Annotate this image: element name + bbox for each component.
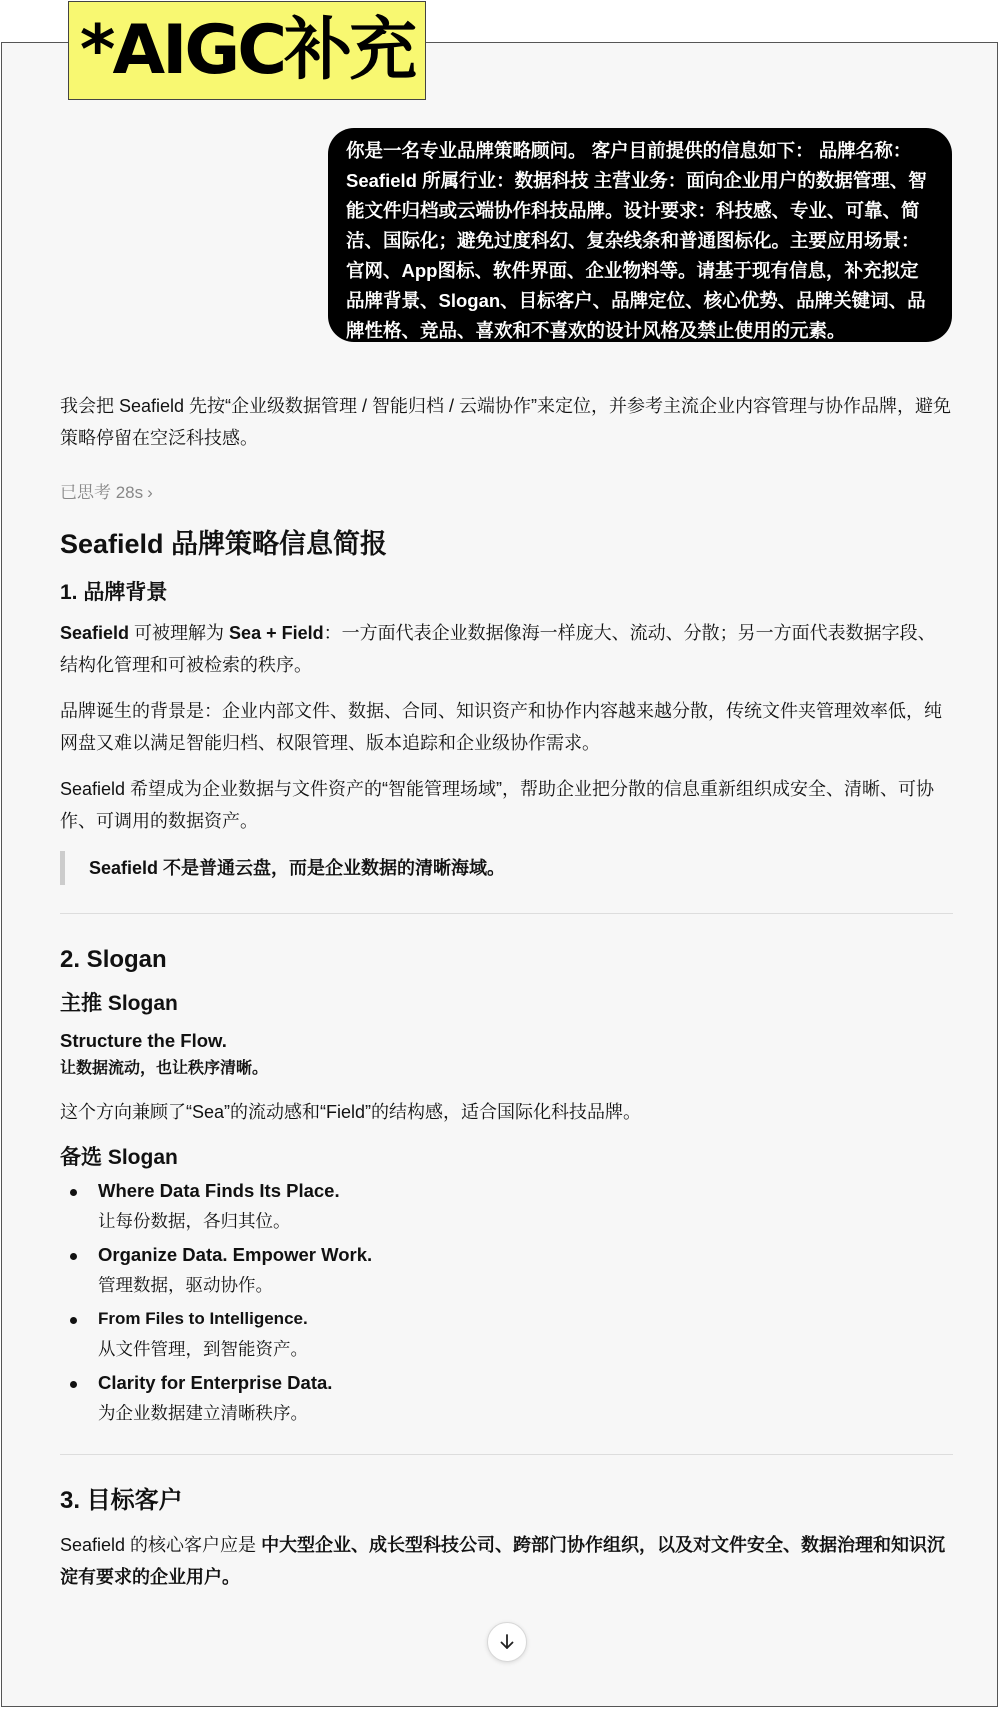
divider [60, 1454, 953, 1455]
alt-slogan-en: Clarity for Enterprise Data. [98, 1372, 333, 1393]
background-paragraph-3: Seafield 希望成为企业数据与文件资产的“智能管理场域”，帮助企业把分散的信息重新组织成安全、清晰、可协作、可调用的数据资产。 [60, 779, 935, 831]
list-item [60, 1368, 953, 1428]
bullet-icon [70, 1253, 77, 1260]
thinking-label: 已思考 28s [60, 483, 144, 502]
alt-slogan-heading: 备选 Slogan [60, 1146, 178, 1169]
main-slogan-zh: 让数据流动，也让秩序清晰。 [60, 1060, 269, 1077]
arrow-down-icon [498, 1633, 516, 1651]
main-slogan-en: Structure the Flow. [60, 1030, 227, 1051]
section-heading-background: 1. 品牌背景 [60, 581, 168, 604]
text: Seafield 的核心客户应是 [60, 1535, 262, 1555]
blockquote: Seafield 不是普通云盘，而是企业数据的清晰海域。 [60, 851, 953, 885]
section-heading-slogan: 2. Slogan [60, 946, 167, 973]
brand-name: Seafield [60, 623, 130, 643]
customers-highlight: 中大型企业、成长型科技公司、跨部门协作组织，以及对文件安全、数据治理和知识沉淀有要求的企业用户。 [60, 1535, 946, 1587]
text: 可被理解为 [129, 623, 230, 643]
response-title: Seafield 品牌策略信息简报 [60, 529, 388, 559]
alt-slogan-zh: 管理数据，驱动协作。 [98, 1275, 273, 1295]
main-slogan-heading: 主推 Slogan [60, 992, 178, 1015]
assistant-response [60, 390, 953, 1593]
list-item [60, 1304, 953, 1364]
alt-slogan-zh: 从文件管理，到智能资产。 [98, 1339, 308, 1359]
alt-slogan-list [60, 1176, 953, 1428]
section-heading-customers: 3. 目标客户 [60, 1487, 183, 1514]
scroll-to-bottom-button[interactable] [487, 1622, 527, 1662]
background-paragraph-1 [60, 617, 953, 681]
alt-slogan-en: From Files to Intelligence. [98, 1309, 308, 1328]
divider [60, 913, 953, 914]
alt-slogan-zh: 为企业数据建立清晰秩序。 [98, 1403, 308, 1423]
brand-formula: Sea + Field [229, 623, 324, 643]
aigc-badge: *AIGC补充 [68, 1, 426, 100]
bullet-icon [70, 1189, 77, 1196]
bullet-icon [70, 1317, 77, 1324]
list-item [60, 1176, 953, 1236]
alt-slogan-en: Where Data Finds Its Place. [98, 1180, 340, 1201]
background-paragraph-2: 品牌诞生的背景是：企业内部文件、数据、合同、知识资产和协作内容越来越分散，传统文件夹管理效率低，纯网盘又难以满足智能归档、权限管理、版本追踪和企业级协作需求。 [60, 701, 942, 753]
thinking-toggle[interactable] [60, 478, 953, 524]
response-intro: 我会把 Seafield 先按“企业级数据管理 / 智能归档 / 云端协作”来定位，并参考主流企业内容管理与协作品牌，避免策略停留在空泛科技感。 [60, 396, 952, 448]
slogan-note: 这个方向兼顾了“Sea”的流动感和“Field”的结构感，适合国际化科技品牌。 [60, 1102, 642, 1122]
list-item [60, 1240, 953, 1300]
text: ：一方面代表企业数据像海一样庞大、流动、分散；另一方面代表数据字段、结构化管理和可被检索的秩序。 [60, 623, 936, 675]
alt-slogan-zh: 让每份数据，各归其位。 [98, 1211, 291, 1231]
chevron-right-icon: › [147, 483, 153, 502]
user-message-bubble: 你是一名专业品牌策略顾问。 客户目前提供的信息如下： 品牌名称：Seafield 所属行业：数据科技 主营业务：面向企业用户的数据管理、智能文件归档或云端协作科技品牌。设计要求：科技感、专业、可靠、简洁、国际化；避免过度科幻、复杂线条和普通图标化。主要应用场景：官网、App图标、软件界面、企业物料等。请基于现有信息，补充拟定品牌背景、Slogan、目标客户、品牌定位、核心优势、品牌关键词、品牌性格、竞品、喜欢和不喜欢的设计风格及禁止使用的元素。 [328, 128, 952, 342]
customers-paragraph [60, 1529, 953, 1593]
bullet-icon [70, 1381, 77, 1388]
alt-slogan-en: Organize Data. Empower Work. [98, 1244, 373, 1265]
